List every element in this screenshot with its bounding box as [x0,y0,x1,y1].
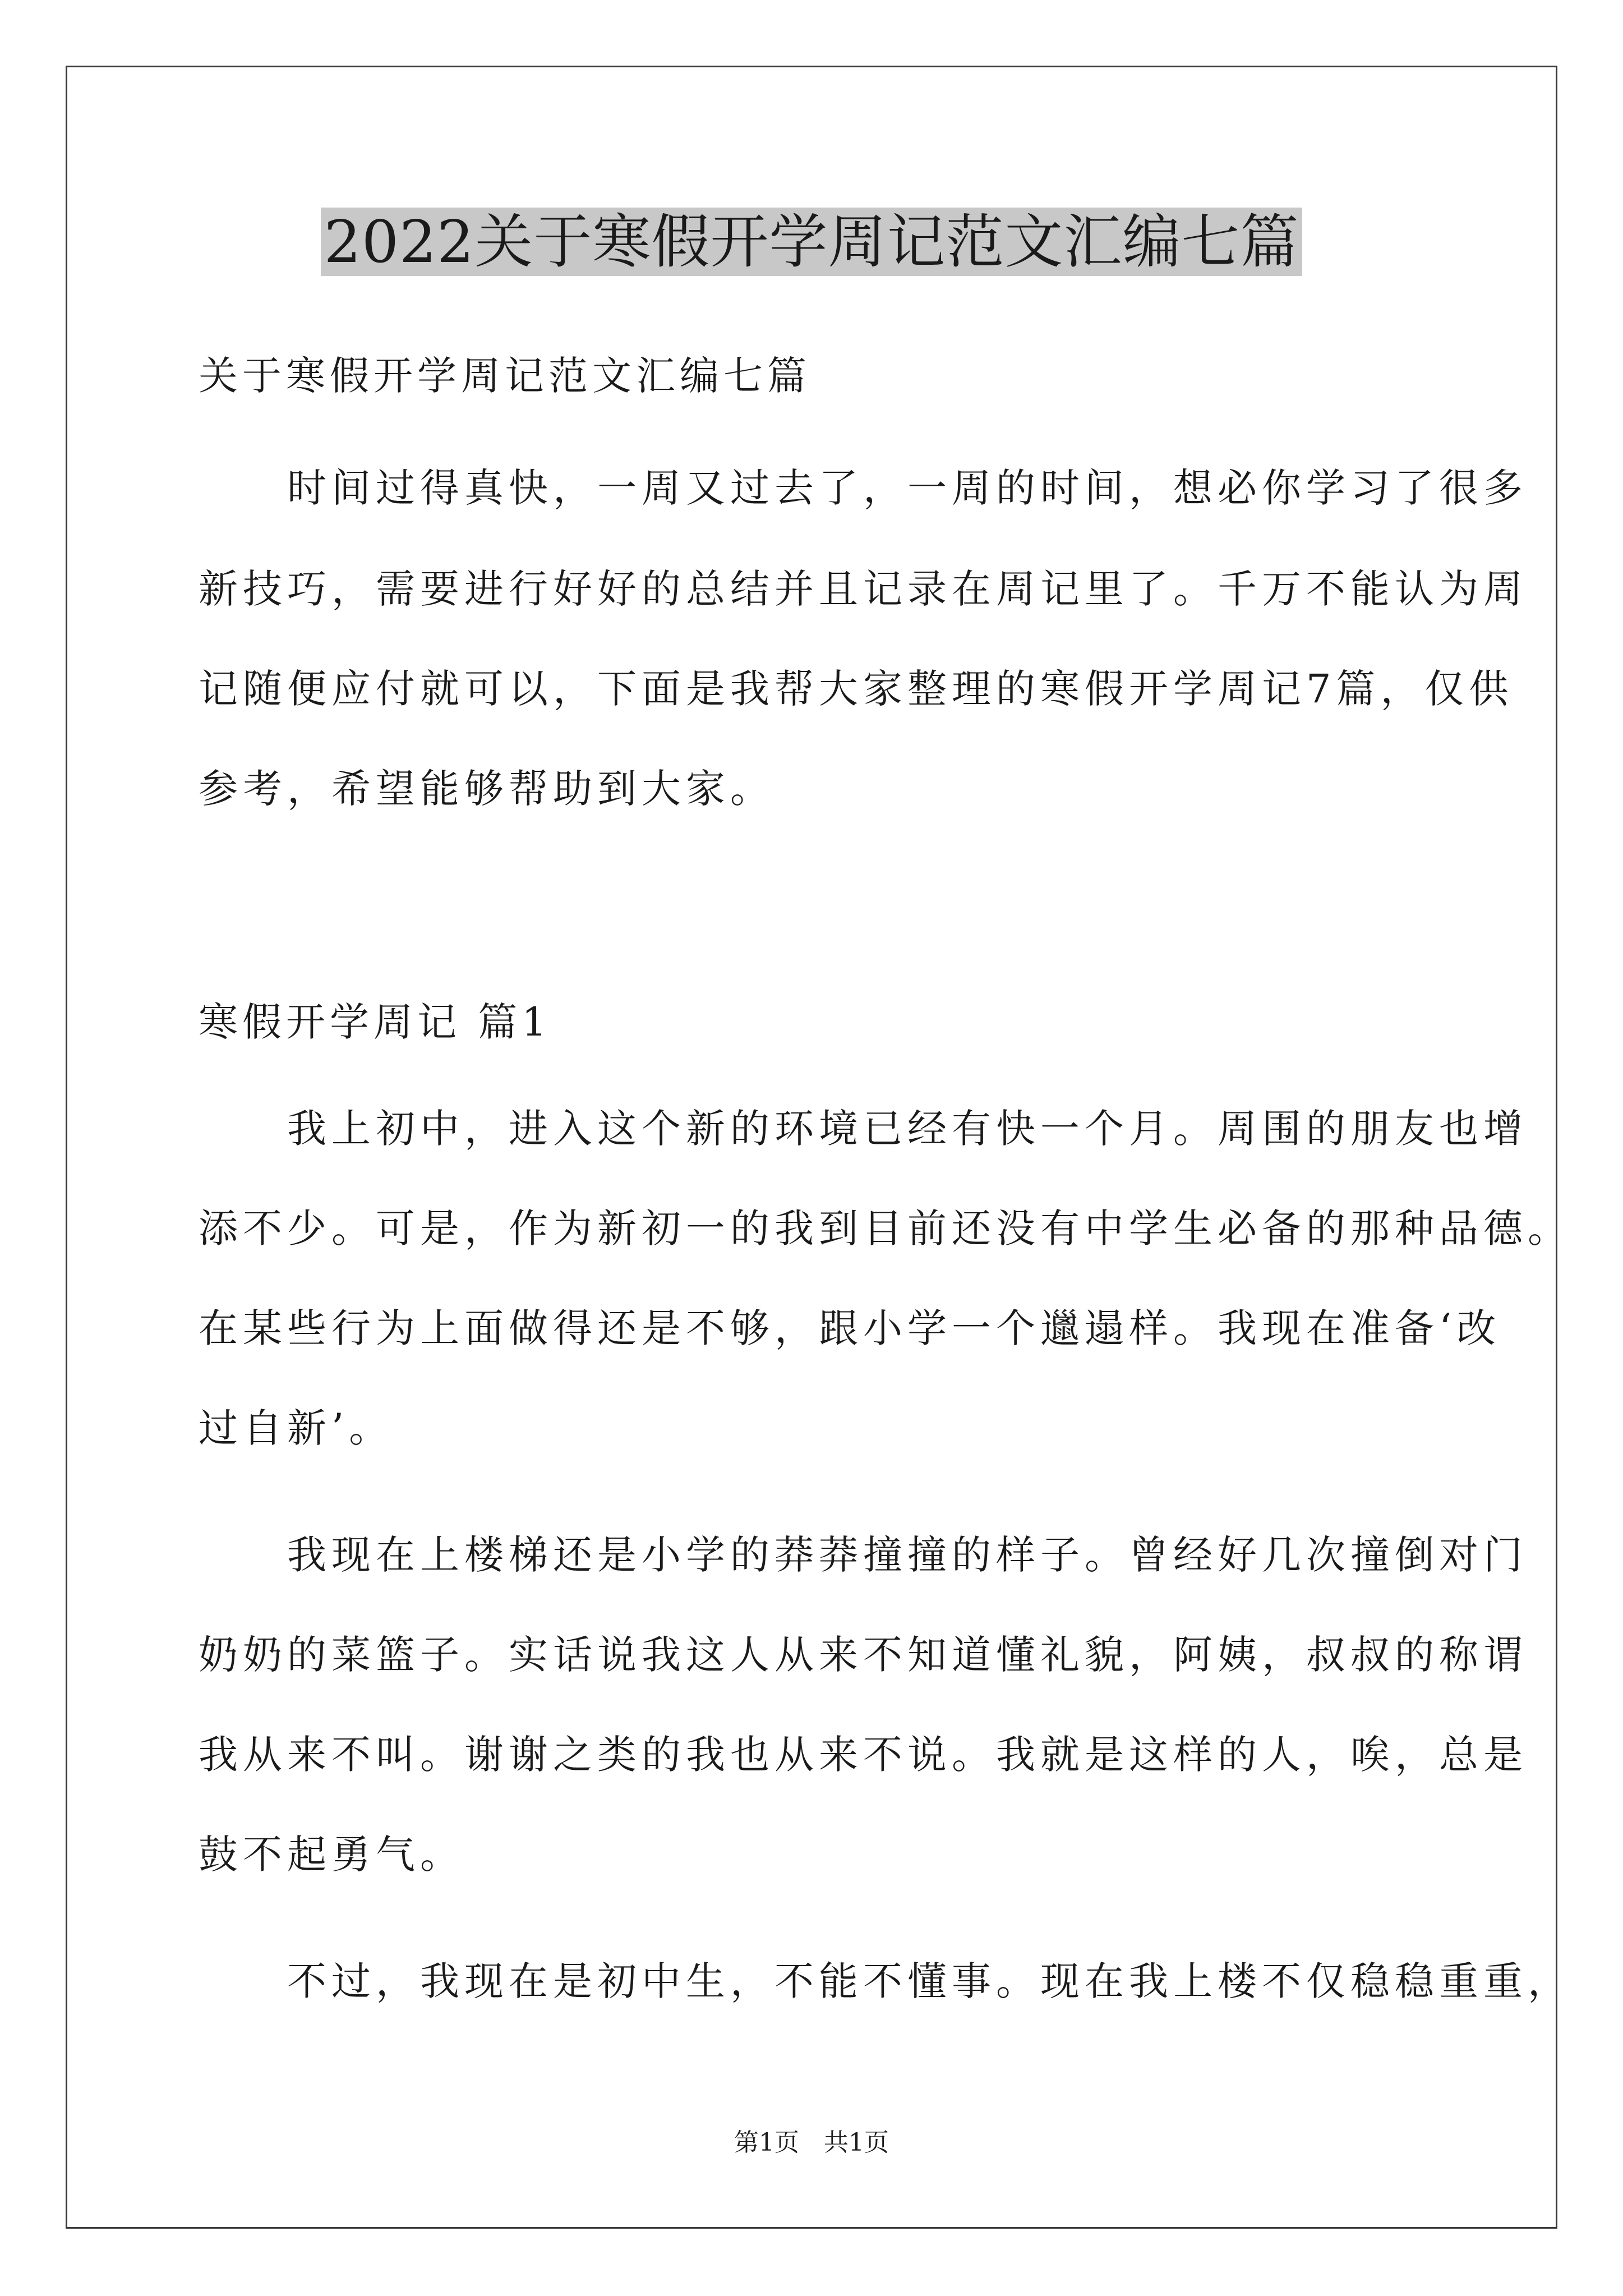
document-subtitle: 关于寒假开学周记范文汇编七篇 [199,353,811,399]
body-line-1: 我上初中，进入这个新的环境已经有快一个月。周围的朋友也增 [199,1106,1528,1152]
intro-line-3: 记随便应付就可以，下面是我帮大家整理的寒假开学周记7篇，仅供 [199,666,1514,712]
body-line-6: 奶奶的菜篮子。实话说我这人从来不知道懂礼貌，阿姨，叔叔的称谓 [199,1632,1528,1678]
section-heading: 寒假开学周记 篇1 [199,999,551,1045]
intro-line-4: 参考，希望能够帮助到大家。 [199,766,774,812]
intro-line-2: 新技巧，需要进行好好的总结并且记录在周记里了。千万不能认为周 [199,566,1528,612]
intro-line-1: 时间过得真快，一周又过去了，一周的时间，想必你学习了很多 [199,465,1528,511]
body-line-7: 我从来不叫。谢谢之类的我也从来不说。我就是这样的人，唉，总是 [199,1732,1528,1778]
page-footer: 第1页 共1页 [734,2128,889,2157]
document-title-text: 2022关于寒假开学周记范文汇编七篇 [321,208,1303,276]
body-line-4: 过自新’。 [199,1405,394,1451]
document-title [0,200,1623,284]
body-line-5: 我现在上楼梯还是小学的莽莽撞撞的样子。曾经好几次撞倒对门 [199,1532,1528,1578]
body-line-9: 不过，我现在是初中生，不能不懂事。现在我上楼不仅稳稳重重， [199,1958,1572,2004]
body-line-8: 鼓不起勇气。 [199,1832,464,1878]
body-line-3: 在某些行为上面做得还是不够，跟小学一个邋遢样。我现在准备‘改 [199,1305,1501,1351]
body-line-2: 添不少。可是，作为新初一的我到目前还没有中学生必备的那种品德。 [199,1205,1572,1251]
